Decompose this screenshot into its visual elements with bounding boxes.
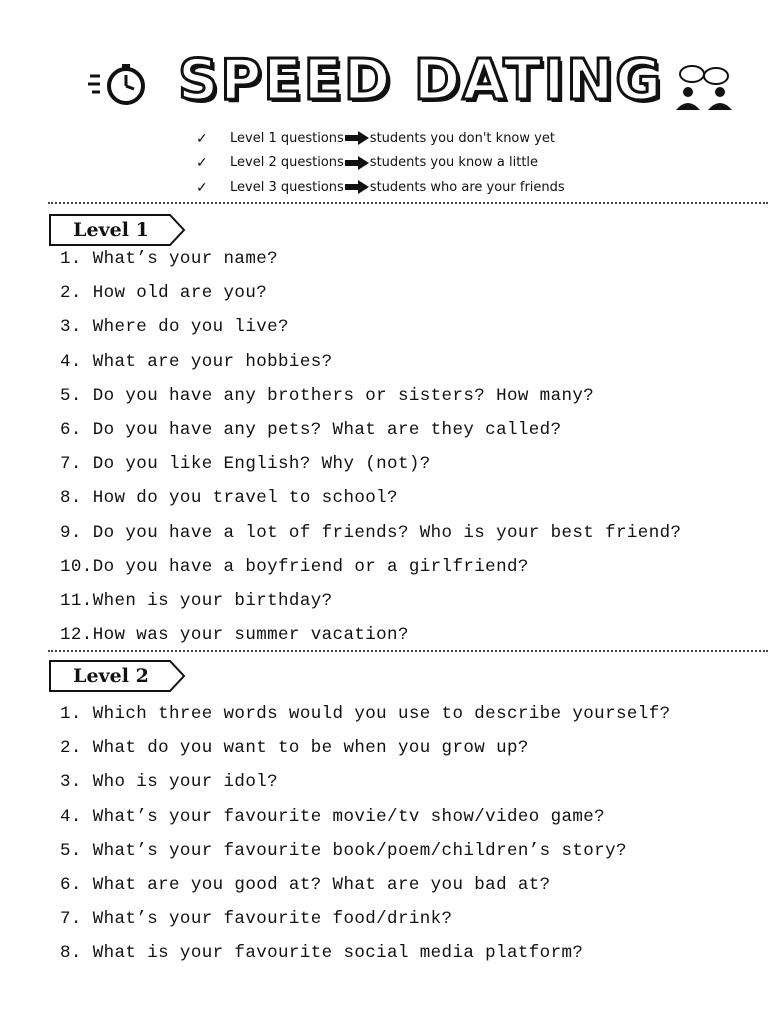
question-item: 8. What is your favourite social media platform?	[60, 943, 584, 964]
header	[0, 40, 768, 120]
clock-icon	[88, 62, 154, 108]
question-item: 1. Which three words would you use to describe yourself?	[60, 704, 671, 724]
checklist-item	[196, 175, 716, 200]
chat-people-icon	[672, 64, 738, 112]
question-item: 7. Do you like English? Why (not)?	[60, 454, 431, 475]
level-label: Level 2	[73, 665, 149, 687]
divider	[48, 202, 768, 204]
question-item: 12.How was your summer vacation?	[60, 625, 409, 646]
level-label: Level 1	[73, 219, 149, 241]
question-item: 11.When is your birthday?	[60, 590, 333, 611]
checklist-item	[196, 126, 716, 151]
question-item: 3. Who is your idol?	[60, 772, 279, 793]
checklist-target: students you know a little	[369, 155, 539, 171]
level-2-tag	[48, 659, 188, 693]
question-item: 8. How do you travel to school?	[60, 488, 398, 509]
question-item: 2. What do you want to be when you grow up?	[60, 738, 529, 759]
checklist-level: Level 3 questions	[230, 179, 344, 195]
check-icon: ✓	[196, 129, 208, 146]
question-item: 4. What are your hobbies?	[60, 351, 333, 372]
question-item: 5. Do you have any brothers or sisters? How many?	[60, 385, 595, 406]
level-checklist	[196, 126, 716, 200]
question-item: 10.Do you have a boyfriend or a girlfriend?	[60, 556, 529, 577]
question-item: 4. What’s your favourite movie/tv show/video game?	[60, 806, 606, 827]
divider	[48, 650, 768, 652]
question-item: 5. What’s your favourite book/poem/children’s story?	[60, 840, 627, 861]
check-icon: ✓	[196, 154, 208, 171]
page-title: SPEED DATING	[178, 48, 664, 113]
level-2-questions	[60, 697, 760, 971]
checklist-level: Level 1 questions	[230, 130, 344, 146]
level-1-questions	[60, 242, 760, 652]
arrow-right-icon	[345, 180, 369, 194]
arrow-right-icon	[345, 156, 369, 170]
question-item: 1. What’s your name?	[60, 249, 279, 269]
question-item: 9. Do you have a lot of friends? Who is your best friend?	[60, 522, 682, 543]
checklist-item	[196, 151, 716, 176]
checklist-target: students you don't know yet	[369, 130, 555, 146]
question-item: 6. Do you have any pets? What are they called?	[60, 419, 562, 440]
arrow-right-icon	[345, 131, 369, 145]
question-item: 2. How old are you?	[60, 283, 268, 304]
question-item: 7. What’s your favourite food/drink?	[60, 909, 453, 930]
checklist-target: students who are your friends	[369, 179, 565, 195]
question-item: 6. What are you good at? What are you bad at?	[60, 874, 551, 895]
check-icon: ✓	[196, 178, 208, 195]
checklist-level: Level 2 questions	[230, 155, 344, 171]
question-item: 3. Where do you live?	[60, 317, 289, 338]
